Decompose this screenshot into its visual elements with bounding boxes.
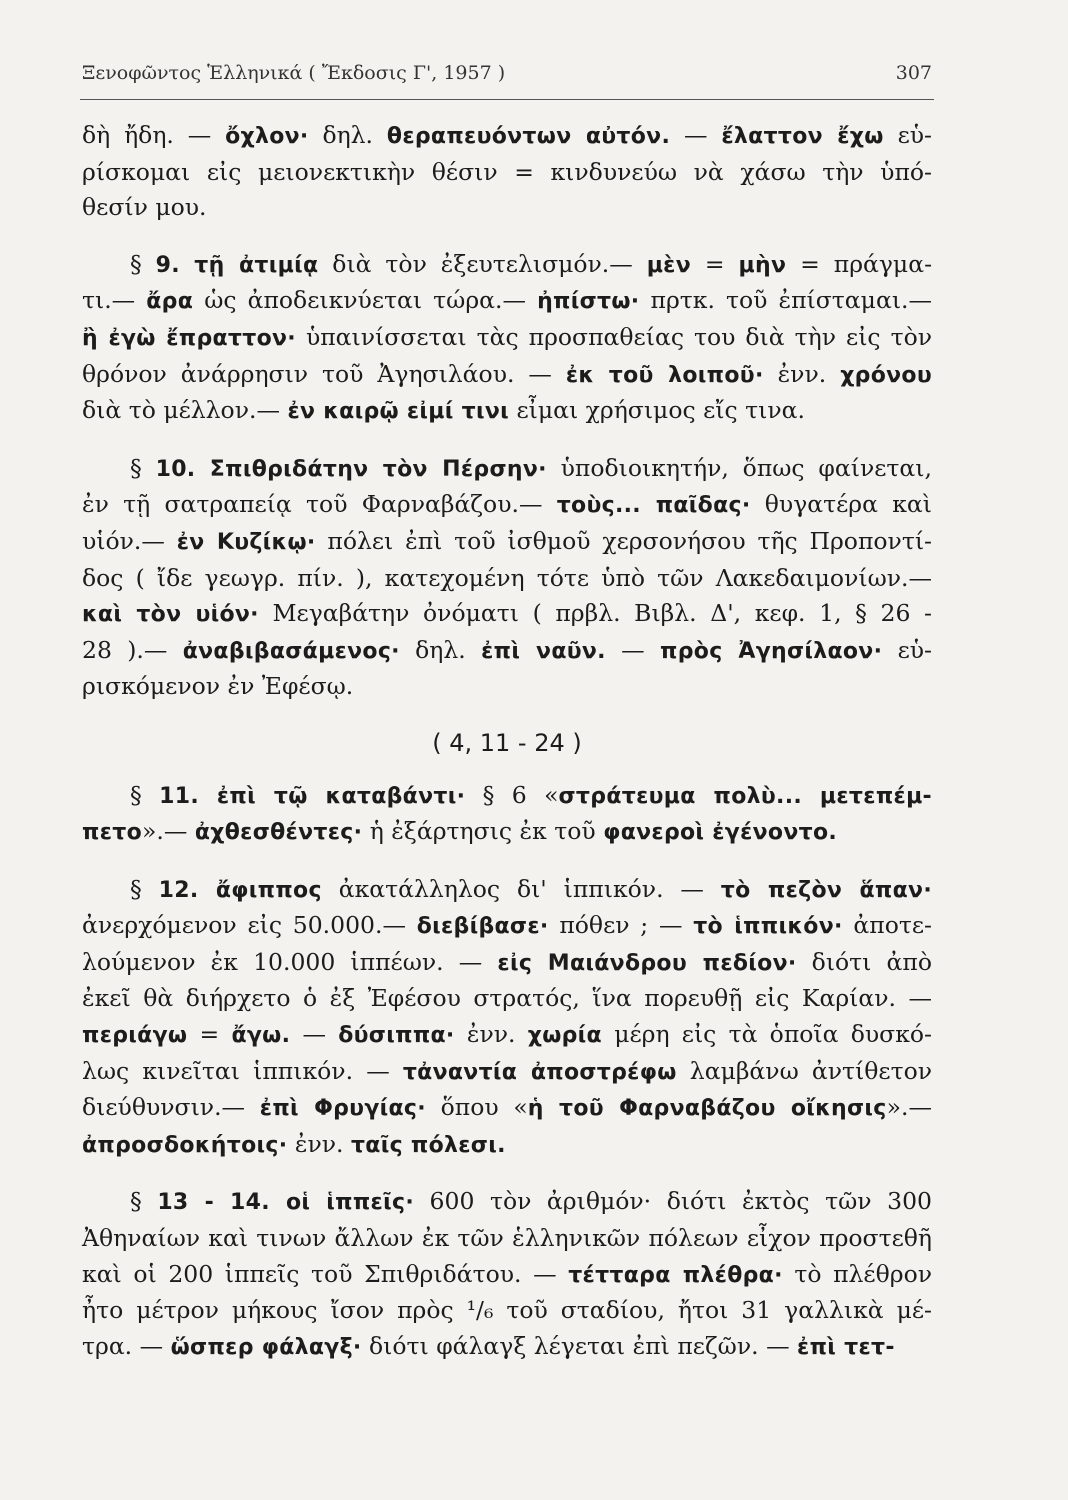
gloss: ἐνν. xyxy=(763,359,841,388)
lemma: ἢ ἐγὼ ἔπραττον· xyxy=(82,325,296,351)
gloss: ἦτο μέτρον μήκους ἴσον πρὸς ¹/₆ τοῦ σταδίου, ἤτοι 31 γαλλικὰ μέ- xyxy=(82,1296,932,1325)
text-line xyxy=(82,561,932,597)
gloss: = πράγμα- xyxy=(786,249,933,278)
lemma: εἰς Μαιάνδρου πεδίον· xyxy=(497,950,797,976)
gloss: ἡ ἐξάρτησις ἐκ τοῦ xyxy=(362,817,604,846)
text-line xyxy=(82,596,932,633)
section-heading xyxy=(82,726,932,762)
gloss: τρα. — xyxy=(82,1331,171,1360)
text-line xyxy=(82,778,932,815)
gloss: § xyxy=(130,453,156,482)
text-line xyxy=(82,155,932,191)
text-line xyxy=(82,1329,932,1366)
gloss: ».— xyxy=(142,817,195,846)
text-line xyxy=(82,320,932,357)
lemma: φανεροὶ ἐγένοντο. xyxy=(603,820,838,846)
gloss: § xyxy=(130,874,159,903)
lemma: ἀχθεσθέντες· xyxy=(194,820,363,846)
text-line xyxy=(82,451,932,488)
lemma: ἄρα xyxy=(146,289,194,315)
gloss: — xyxy=(605,635,661,664)
text-line xyxy=(82,945,932,982)
gloss: τι.— xyxy=(82,286,147,315)
gloss: πόλει ἐπὶ τοῦ ἰσθμοῦ χερσονήσου τῆς Προποντί- xyxy=(315,526,932,555)
gloss: θρόνον ἀνάρρησιν τοῦ Ἀγησιλάου. — xyxy=(82,359,566,388)
gloss: § 6 « xyxy=(465,780,559,809)
gloss: δηλ. xyxy=(399,635,482,664)
text-line xyxy=(82,487,932,524)
gloss: εὑ- xyxy=(883,121,932,149)
gloss: ».— xyxy=(886,1093,933,1122)
text-line xyxy=(82,1221,932,1257)
text-line xyxy=(82,814,932,851)
paragraph xyxy=(82,118,932,226)
lemma: ἐκ τοῦ λοιποῦ· xyxy=(565,362,764,388)
lemma: δύσιππα· xyxy=(338,1023,455,1049)
text-line xyxy=(82,283,932,320)
lemma: ἐν καιρῷ εἰμί τινι xyxy=(287,399,509,425)
gloss: εἶμαι χρήσιμος εἴς τινα. xyxy=(508,396,805,425)
gloss: — xyxy=(670,121,722,149)
lemma: χρόνου xyxy=(840,362,932,388)
gloss: ὑπαινίσσεται τὰς προσπαθείας του διὰ τὴν εἰς τὸν xyxy=(295,322,932,351)
paragraph xyxy=(82,872,932,1164)
gloss: λως κινεῖται ἱππικόν. — xyxy=(82,1056,403,1085)
lemma: ἐπὶ τετ- xyxy=(797,1334,895,1360)
gloss: ὑποδιοικητήν, ὅπως φαίνεται, xyxy=(546,453,932,482)
text-line xyxy=(82,357,932,394)
gloss: ἐκεῖ θὰ διήρχετο ὁ ἐξ Ἐφέσου στρατός, ἵνα πορευθῇ εἰς Καρίαν. — xyxy=(82,984,932,1013)
lemma: ὥσπερ φάλαγξ· xyxy=(170,1334,362,1360)
gloss: § xyxy=(130,1187,158,1216)
gloss: θυγατέρα καὶ xyxy=(750,490,933,519)
gloss: μέρη εἰς τὰ ὁποῖα δυσκό- xyxy=(601,1020,932,1049)
lemma: 12. ἄφιππος xyxy=(158,877,322,903)
gloss: ἐνν. xyxy=(287,1129,351,1158)
gloss: Μεγαβάτην ὀνόματι ( πρβλ. Βιβλ. Δ', κεφ. 1, § 26 - xyxy=(258,599,932,628)
gloss: ἀνερχόμενον εἰς 50.000.— xyxy=(82,911,417,940)
gloss: λούμενον ἐκ 10.000 ἱππέων. — xyxy=(82,947,498,976)
text-line xyxy=(82,669,932,705)
section-heading-text: ( 4, 11 - 24 ) xyxy=(432,728,582,757)
lemma: θεραπευόντων αὐτόν. xyxy=(386,124,671,149)
lemma: τὸ ἱππικόν· xyxy=(693,914,843,940)
text-line xyxy=(82,1090,932,1127)
gloss: διότι φάλαγξ λέγεται ἐπὶ πεζῶν. — xyxy=(361,1331,798,1360)
commentary-text xyxy=(82,118,932,1386)
lemma: ἠπίστω· xyxy=(537,289,640,315)
gloss: 28 ).— xyxy=(82,635,183,664)
gloss: εὑ- xyxy=(882,635,932,664)
lemma: 11. ἐπὶ τῷ καταβάντι· xyxy=(159,783,466,809)
gloss: τὸ πλέθρον xyxy=(782,1259,933,1288)
lemma: ἀναβιβασάμενος· xyxy=(182,638,400,664)
gloss: ὡς ἀποδεικνύεται τώρα.— xyxy=(193,286,538,315)
text-line xyxy=(82,1127,932,1164)
paragraph xyxy=(82,1184,932,1365)
lemma: στράτευμα πολὺ... μετεπέμ- xyxy=(558,783,932,809)
text-line xyxy=(82,1054,932,1091)
lemma: τὸ πεζὸν ἅπαν· xyxy=(720,877,932,903)
gloss: διεύθυνσιν.— xyxy=(82,1093,260,1122)
gloss: — xyxy=(290,1020,339,1049)
running-title: Ξενοφῶντος Ἑλληνικά ( Ἔκδοσις Γ', 1957 ) xyxy=(82,62,506,84)
gloss: ἐν τῇ σατραπείᾳ τοῦ Φαρναβάζου.— xyxy=(82,490,557,519)
lemma: 13 - 14. οἱ ἱππεῖς· xyxy=(157,1190,414,1216)
lemma: τέτταρα πλέθρα· xyxy=(568,1262,783,1288)
lemma: ὄχλον· xyxy=(225,124,309,149)
page-number: 307 xyxy=(895,62,932,84)
gloss: πρτκ. τοῦ ἐπίσταμαι.— xyxy=(639,286,932,315)
gloss: ρίσκομαι εἰς μειονεκτικὴν θέσιν = κινδυνεύω νὰ χάσω τὴν ὑπό- xyxy=(82,157,932,186)
lemma: διεβίβασε· xyxy=(416,914,549,940)
lemma: πρὸς Ἀγησίλαον· xyxy=(660,638,883,664)
lemma: τοὺς... παῖδας· xyxy=(556,493,751,519)
lemma: 10. Σπιθριδάτην τὸν Πέρσην· xyxy=(155,456,547,482)
gloss: διὰ τὸ μέλλον.— xyxy=(82,396,288,425)
gloss: ὅπου « xyxy=(425,1093,528,1122)
lemma: ἀπροσδοκήτοις· xyxy=(82,1132,288,1158)
text-line xyxy=(82,1184,932,1221)
gloss: § xyxy=(130,780,160,809)
lemma: μὲν xyxy=(646,252,692,278)
text-line xyxy=(82,1293,932,1329)
gloss: ἀκατάλληλος δι' ἱππικόν. — xyxy=(321,874,721,903)
text-line xyxy=(82,908,932,945)
lemma: ἐπὶ Φρυγίας· xyxy=(259,1096,426,1122)
gloss: ρισκόμενον ἐν Ἐφέσῳ. xyxy=(82,672,354,701)
lemma: ἐπὶ ναῦν. xyxy=(481,638,606,664)
gloss: = xyxy=(691,249,739,278)
text-line xyxy=(82,1257,932,1294)
lemma: τἀναντία ἀποστρέφω xyxy=(402,1059,677,1085)
gloss: ἐνν. xyxy=(454,1020,528,1049)
lemma: καὶ τὸν υἱόν· xyxy=(82,602,259,628)
lemma: ἡ τοῦ Φαρναβάζου οἴκησις xyxy=(527,1096,887,1122)
lemma: πετο xyxy=(82,820,143,846)
gloss: λαμβάνω ἀντίθετον xyxy=(676,1056,933,1085)
gloss: Ἀθηναίων καὶ τινων ἄλλων ἐκ τῶν ἑλληνικῶν πόλεων εἶχον προστεθῆ xyxy=(82,1224,932,1253)
lemma: μὴν xyxy=(738,252,787,278)
page-header xyxy=(82,62,932,84)
gloss: = xyxy=(187,1020,232,1049)
gloss: θεσίν μου. xyxy=(82,193,207,222)
gloss: δος ( ἴδε γεωγρ. πίν. ), κατεχομένη τότε ὑπὸ τῶν Λακεδαιμονίων.— xyxy=(82,563,932,592)
text-line xyxy=(82,1017,932,1054)
gloss: πόθεν ; — xyxy=(548,911,694,940)
text-line xyxy=(82,981,932,1017)
text-line xyxy=(82,118,932,155)
gloss: δηλ. xyxy=(308,121,387,149)
lemma: ἔλαττον ἔχω xyxy=(721,124,884,149)
text-line xyxy=(82,872,932,909)
gloss: 600 τὸν ἀριθμόν· διότι ἐκτὸς τῶν 300 xyxy=(413,1187,932,1216)
text-line xyxy=(82,524,932,561)
lemma: 9. τῇ ἀτιμίᾳ xyxy=(155,252,319,278)
gloss: ἀποτε- xyxy=(842,911,932,940)
paragraph xyxy=(82,247,932,430)
gloss: διότι ἀπὸ xyxy=(796,947,932,976)
lemma: περιάγω xyxy=(82,1023,188,1049)
paragraph xyxy=(82,451,932,705)
gloss: δὴ ἤδη. — xyxy=(82,121,226,149)
lemma: ἐν Κυζίκῳ· xyxy=(176,529,316,555)
text-line xyxy=(82,633,932,670)
text-line xyxy=(82,393,932,430)
paragraph xyxy=(82,778,932,851)
gloss: υἱόν.— xyxy=(82,526,177,555)
text-line xyxy=(82,247,932,284)
lemma: ἄγω. xyxy=(231,1023,291,1049)
lemma: ταῖς πόλεσι. xyxy=(350,1132,506,1158)
gloss: καὶ οἱ 200 ἱππεῖς τοῦ Σπιθριδάτου. — xyxy=(82,1259,569,1288)
header-rule xyxy=(80,99,934,100)
text-line xyxy=(82,190,932,226)
gloss: § xyxy=(130,249,156,278)
gloss: διὰ τὸν ἐξευτελισμόν.— xyxy=(318,249,647,278)
lemma: χωρία xyxy=(527,1023,602,1049)
